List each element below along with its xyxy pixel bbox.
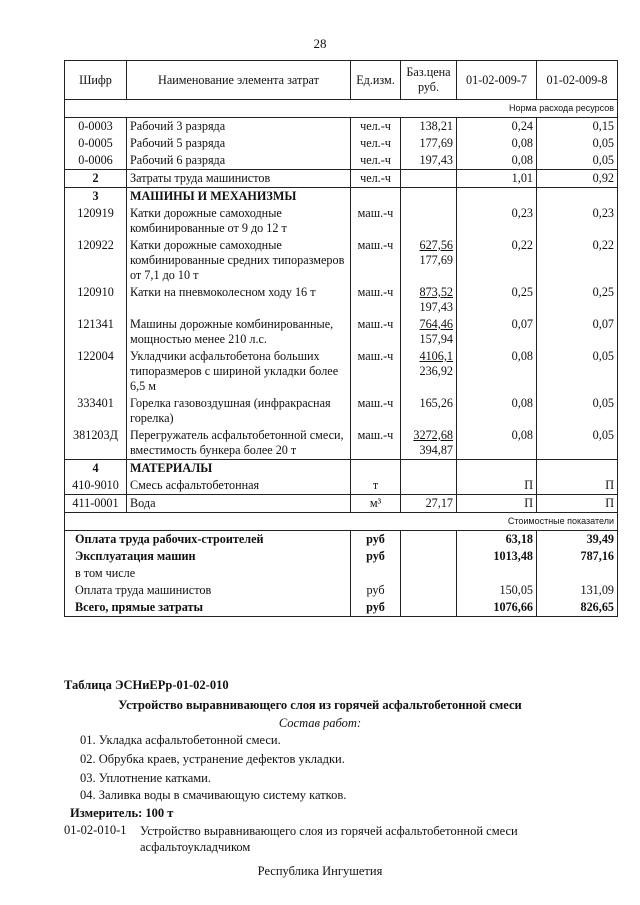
header-unit: Ед.изм. <box>351 61 401 100</box>
cell-unit: т <box>351 477 401 495</box>
work-item: 03. Уплотнение катками. <box>80 771 211 785</box>
cell-unit: маш.-ч <box>351 348 401 395</box>
table-row <box>65 348 618 395</box>
cell-value-1: П <box>457 477 537 495</box>
cell-price <box>401 135 457 152</box>
cost-value-2: 39,49 <box>537 531 618 549</box>
cell-name: Рабочий 5 разряда <box>127 135 351 152</box>
norm-label: Норма расхода ресурсов <box>65 100 618 118</box>
cell-value-1: П <box>457 495 537 513</box>
cell-unit <box>351 460 401 478</box>
cell-value-2: 0,25 <box>537 284 618 316</box>
price-value: 177,69 <box>419 136 453 150</box>
cell-name: Рабочий 6 разряда <box>127 152 351 170</box>
cell-name: Рабочий 3 разряда <box>127 118 351 136</box>
cell-price <box>401 284 457 316</box>
cell-value-1: 0,23 <box>457 205 537 237</box>
cell-value-2: 0,05 <box>537 348 618 395</box>
cell-value-1: 0,08 <box>457 348 537 395</box>
cell-code: 121341 <box>65 316 127 348</box>
cell-price <box>401 118 457 136</box>
cell-price <box>401 582 457 599</box>
cell-value-2: П <box>537 477 618 495</box>
cell-value-1: 0,08 <box>457 152 537 170</box>
price-value: 627,56 <box>419 238 453 252</box>
table-row <box>65 495 618 513</box>
section-row <box>65 188 618 206</box>
cost-unit <box>351 565 401 582</box>
cell-code: 333401 <box>65 395 127 427</box>
cell-price <box>401 477 457 495</box>
cell-code: 0-0003 <box>65 118 127 136</box>
cell-unit: маш.-ч <box>351 205 401 237</box>
cost-value-1: 1076,66 <box>457 599 537 617</box>
table-row <box>65 477 618 495</box>
cell-unit: маш.-ч <box>351 237 401 284</box>
cell-unit: маш.-ч <box>351 427 401 460</box>
cell-price <box>401 565 457 582</box>
cost-value-1: 63,18 <box>457 531 537 549</box>
table-row <box>65 118 618 136</box>
cost-value-2: 131,09 <box>537 582 618 599</box>
header-col2: 01-02-009-8 <box>537 61 618 100</box>
table-row <box>65 427 618 460</box>
cell-code: 0-0006 <box>65 152 127 170</box>
cell-name: МАШИНЫ И МЕХАНИЗМЫ <box>127 188 351 206</box>
price-value: 138,21 <box>419 119 453 133</box>
cell-value-2 <box>537 188 618 206</box>
table-row <box>65 316 618 348</box>
cell-value-1: 0,08 <box>457 427 537 460</box>
item-description: Устройство выравнивающего слоя из горячей асфальтобетонной смеси асфальтоукладчиком <box>140 824 518 854</box>
cell-unit: м³ <box>351 495 401 513</box>
cell-price <box>401 460 457 478</box>
cost-unit: руб <box>351 531 401 549</box>
work-item: 04. Заливка воды в смачивающую систему катков. <box>80 788 347 802</box>
cell-unit: маш.-ч <box>351 395 401 427</box>
cost-value-1 <box>457 565 537 582</box>
resource-table <box>64 60 618 617</box>
cell-value-1: 0,24 <box>457 118 537 136</box>
cost-name: Оплата труда машинистов <box>65 582 351 599</box>
cell-name: Катки дорожные самоходные комбинированные от 9 до 12 т <box>127 205 351 237</box>
cell-price <box>401 548 457 565</box>
footer-region: Республика Ингушетия <box>257 864 383 878</box>
cell-name: Катки на пневмоколесном ходу 16 т <box>127 284 351 316</box>
measure-unit: Измеритель: 100 т <box>70 806 174 820</box>
price-labor-value: 236,92 <box>419 364 453 378</box>
cost-value-1: 150,05 <box>457 582 537 599</box>
header-base-price: Баз.цена руб. <box>401 61 457 100</box>
cell-unit: маш.-ч <box>351 316 401 348</box>
cell-value-2: 0,22 <box>537 237 618 284</box>
cost-value-1: 1013,48 <box>457 548 537 565</box>
cost-row <box>65 565 618 582</box>
table-row <box>65 205 618 237</box>
cost-unit: руб <box>351 599 401 617</box>
cell-code: 120922 <box>65 237 127 284</box>
cell-value-1: 0,25 <box>457 284 537 316</box>
cell-code: 120919 <box>65 205 127 237</box>
cell-code: 2 <box>65 170 127 188</box>
price-value: 3272,68 <box>413 428 453 442</box>
price-value: 165,26 <box>419 396 453 410</box>
cell-name: Вода <box>127 495 351 513</box>
cell-code: 381203Д <box>65 427 127 460</box>
cost-row <box>65 548 618 565</box>
cell-value-1: 0,08 <box>457 395 537 427</box>
cost-name: Эксплуатация машин <box>65 548 351 565</box>
cell-value-2: 0,07 <box>537 316 618 348</box>
cost-value-2: 787,16 <box>537 548 618 565</box>
work-composition-label: Состав работ: <box>278 716 362 730</box>
cell-price <box>401 395 457 427</box>
cell-code: 120910 <box>65 284 127 316</box>
cell-name: Горелка газовоздушная (инфракрасная горелка) <box>127 395 351 427</box>
price-value: 4106,1 <box>419 349 453 363</box>
cell-unit: маш.-ч <box>351 284 401 316</box>
table-row <box>65 152 618 170</box>
price-value: 764,46 <box>419 317 453 331</box>
header-col1: 01-02-009-7 <box>457 61 537 100</box>
cost-row <box>65 531 618 549</box>
cell-code: 411-0001 <box>65 495 127 513</box>
cell-value-2: 0,15 <box>537 118 618 136</box>
cell-name: Смесь асфальтобетонная <box>127 477 351 495</box>
table-title: Таблица ЭСНиЕРр-01-02-010 <box>64 678 229 692</box>
table-subtitle: Устройство выравнивающего слоя из горячей асфальтобетонной смеси <box>118 698 522 712</box>
cell-unit <box>351 188 401 206</box>
price-labor-value: 197,43 <box>419 300 453 314</box>
work-item: 01. Укладка асфальтобетонной смеси. <box>80 733 281 747</box>
cell-value-2: 0,05 <box>537 427 618 460</box>
cost-name: Оплата труда рабочих-строителей <box>65 531 351 549</box>
section-row <box>65 460 618 478</box>
cell-value-2: 0,92 <box>537 170 618 188</box>
table-header-row <box>65 61 618 100</box>
price-value: 27,17 <box>425 496 453 510</box>
cell-code: 3 <box>65 188 127 206</box>
table-row <box>65 395 618 427</box>
price-labor-value: 177,69 <box>419 253 453 267</box>
cell-value-1: 1,01 <box>457 170 537 188</box>
section-row <box>65 170 618 188</box>
header-name: Наименование элемента затрат <box>127 61 351 100</box>
cell-unit: чел.-ч <box>351 118 401 136</box>
cell-value-2 <box>537 460 618 478</box>
cell-value-1 <box>457 460 537 478</box>
cell-name: Катки дорожные самоходные комбинированные средних типоразмеров от 7,1 до 10 т <box>127 237 351 284</box>
cell-code: 4 <box>65 460 127 478</box>
cell-value-2: 0,05 <box>537 395 618 427</box>
table-body <box>65 118 618 617</box>
cost-unit: руб <box>351 548 401 565</box>
cell-unit: чел.-ч <box>351 135 401 152</box>
cell-value-2: 0,05 <box>537 152 618 170</box>
cell-value-2: 0,05 <box>537 135 618 152</box>
header-code: Шифр <box>65 61 127 100</box>
cell-price <box>401 599 457 617</box>
work-item: 02. Обрубка краев, устранение дефектов укладки. <box>80 752 345 766</box>
cell-price <box>401 495 457 513</box>
cell-value-1: 0,22 <box>457 237 537 284</box>
cell-name: Укладчики асфальтобетона больших типоразмеров с шириной укладки более 6,5 м <box>127 348 351 395</box>
cell-name: Затраты труда машинистов <box>127 170 351 188</box>
cell-price <box>401 237 457 284</box>
item-code: 01-02-010-1 <box>64 823 127 837</box>
cell-value-1: 0,07 <box>457 316 537 348</box>
cell-unit: чел.-ч <box>351 170 401 188</box>
cell-price <box>401 170 457 188</box>
page-number: 28 <box>313 36 327 51</box>
price-value: 197,43 <box>419 153 453 167</box>
price-labor-value: 394,87 <box>419 443 453 457</box>
cell-unit: чел.-ч <box>351 152 401 170</box>
cell-name: МАТЕРИАЛЫ <box>127 460 351 478</box>
table-row <box>65 237 618 284</box>
cell-price <box>401 348 457 395</box>
cell-price <box>401 316 457 348</box>
cell-value-1 <box>457 188 537 206</box>
cost-value-2 <box>537 565 618 582</box>
cell-price <box>401 205 457 237</box>
cell-price <box>401 427 457 460</box>
cell-code: 0-0005 <box>65 135 127 152</box>
cell-price <box>401 152 457 170</box>
price-value: 873,52 <box>419 285 453 299</box>
cell-value-1: 0,08 <box>457 135 537 152</box>
cell-price <box>401 531 457 549</box>
cost-row <box>65 582 618 599</box>
cell-code: 122004 <box>65 348 127 395</box>
cost-label: Стоимостные показатели <box>65 513 618 531</box>
cost-row <box>65 599 618 617</box>
cell-value-2: П <box>537 495 618 513</box>
cell-name: Машины дорожные комбинированные, мощностью менее 210 л.с. <box>127 316 351 348</box>
cell-code: 410-9010 <box>65 477 127 495</box>
cell-value-2: 0,23 <box>537 205 618 237</box>
cell-name: Перегружатель асфальтобетонной смеси, вместимость бункера более 20 т <box>127 427 351 460</box>
price-labor-value: 157,94 <box>419 332 453 346</box>
cost-name: Всего, прямые затраты <box>65 599 351 617</box>
table-row <box>65 284 618 316</box>
cost-unit: руб <box>351 582 401 599</box>
cell-price <box>401 188 457 206</box>
table-row <box>65 135 618 152</box>
cost-name: в том числе <box>65 565 351 582</box>
cost-value-2: 826,65 <box>537 599 618 617</box>
